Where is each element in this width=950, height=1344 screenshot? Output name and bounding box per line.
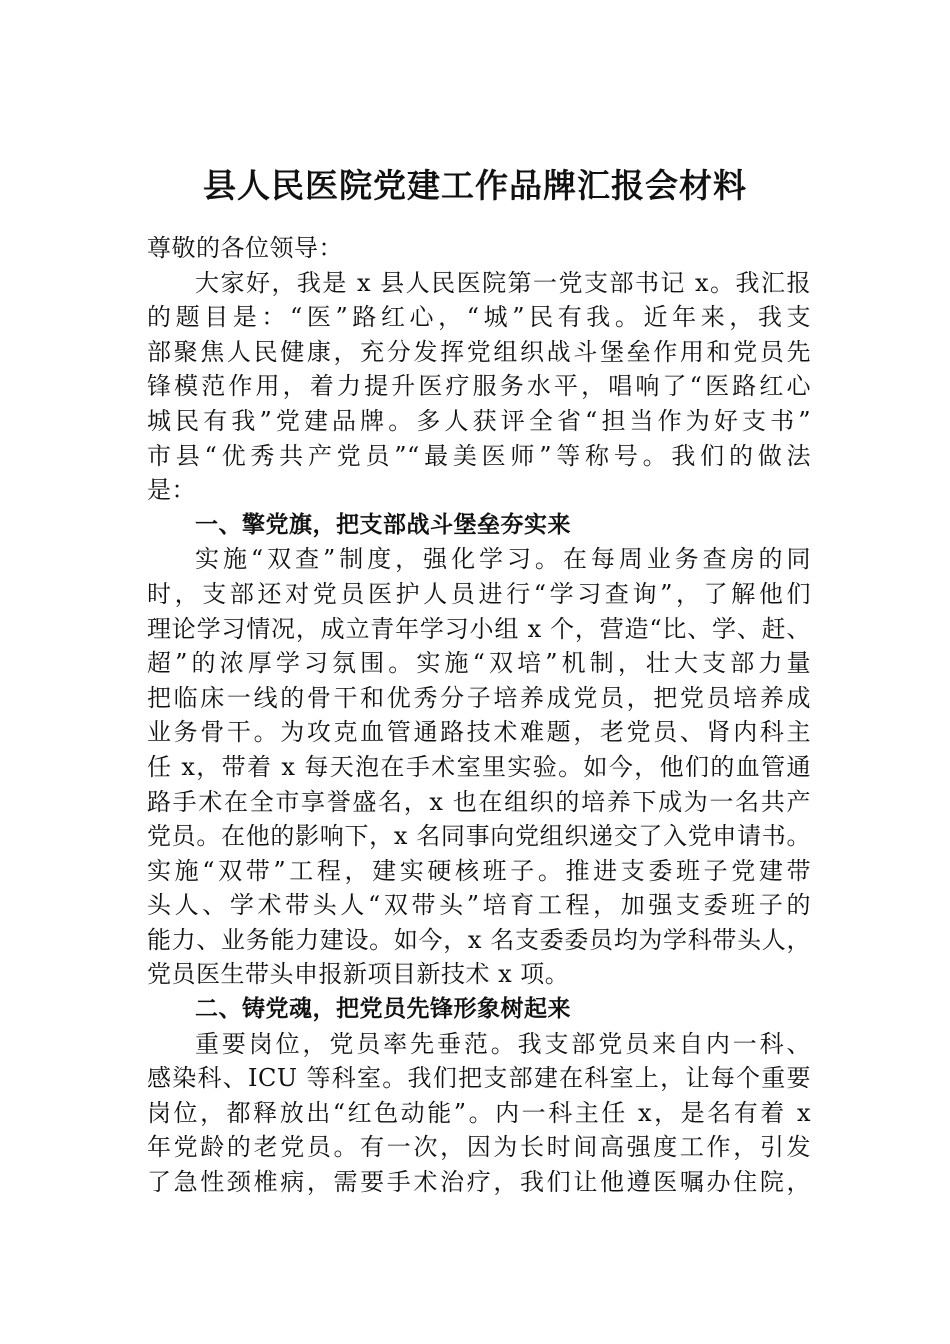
- paragraph-line: 头人、学术带头人“双带头”培育工程，加强支委班子的: [147, 891, 811, 920]
- document-body: [147, 231, 811, 1200]
- paragraph-line: 业务骨干。为攻克血管通路技术难题，老党员、肾内科主: [147, 718, 811, 747]
- document-title: 县人民医院党建工作品牌汇报会材料: [203, 166, 747, 205]
- paragraph-line: 的题目是：“医”路红心，“城”民有我。近年来，我支: [147, 303, 811, 332]
- paragraph-line: 党员。在他的影响下，x 名同事向党组织递交了入党申请书。: [147, 822, 811, 851]
- paragraph-line: 超”的浓厚学习氛围。实施“双培”机制，壮大支部力量: [147, 649, 811, 678]
- paragraph-line: 市县“优秀共产党员”“最美医师”等称号。我们的做法: [147, 441, 811, 470]
- section-heading: 一、擎党旗，把支部战斗堡垒夯实来: [195, 511, 571, 538]
- section-heading: 二、铸党魂，把党员先锋形象树起来: [195, 996, 571, 1023]
- paragraph-line: 城民有我”党建品牌。多人获评全省“担当作为好支书”: [147, 406, 811, 435]
- paragraph-line: 尊敬的各位领导：: [147, 234, 343, 262]
- paragraph-line: 重要岗位，党员率先垂范。我支部党员来自内一科、: [195, 1029, 811, 1058]
- paragraph-line: 能力、业务能力建设。如今，x 名支委委员均为学科带头人，: [147, 925, 811, 954]
- paragraph-line: 大家好，我是 x 县人民医院第一党支部书记 x。我汇报: [195, 268, 811, 297]
- paragraph-line: 党员医生带头申报新项目新技术 x 项。: [147, 960, 570, 989]
- paragraph-line: 年党龄的老党员。有一次，因为长时间高强度工作，引发: [147, 1133, 811, 1162]
- paragraph-line: 任 x，带着 x 每天泡在手术室里实验。如今，他们的血管通: [147, 752, 811, 781]
- paragraph-line: 岗位，都释放出“红色动能”。内一科主任 x，是名有着 x: [147, 1098, 811, 1127]
- paragraph-line: 部聚焦人民健康，充分发挥党组织战斗堡垒作用和党员先: [147, 337, 811, 366]
- paragraph-line: 路手术在全市享誉盛名，x 也在组织的培养下成为一名共产: [147, 787, 811, 816]
- paragraph-line: 实施“双带”工程，建实硬核班子。推进支委班子党建带: [147, 856, 811, 885]
- paragraph-line: 实施“双查”制度，强化学习。在每周业务查房的同: [195, 545, 811, 574]
- paragraph-line: 理论学习情况，成立青年学习小组 x 个，营造“比、学、赶、: [147, 614, 811, 643]
- paragraph-line: 感染科、ICU 等科室。我们把支部建在科室上，让每个重要: [147, 1064, 811, 1093]
- paragraph-line: 是：: [147, 476, 196, 505]
- paragraph-line: 了急性颈椎病，需要手术治疗，我们让他遵医嘱办住院，: [147, 1168, 811, 1197]
- paragraph-line: 时，支部还对党员医护人员进行“学习查询”，了解他们: [147, 579, 811, 608]
- paragraph-line: 把临床一线的骨干和优秀分子培养成党员，把党员培养成: [147, 683, 811, 712]
- paragraph-line: 锋模范作用，着力提升医疗服务水平，唱响了“医路红心: [147, 372, 811, 401]
